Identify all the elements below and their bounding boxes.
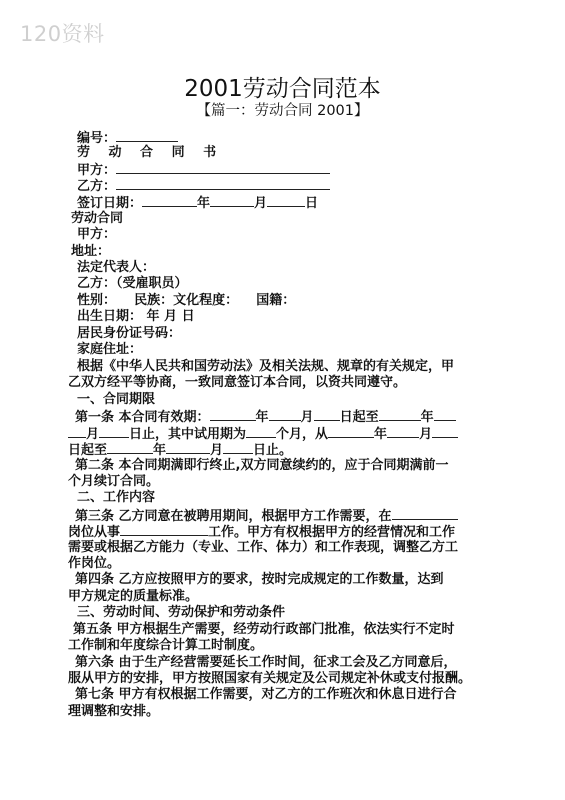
party-a-label: 甲方： [77,163,117,178]
article-4-line-1: 第四条 乙方应按照甲方的要求，按时完成规定的工作数量，达到 [75,572,444,587]
section-2-heading: 二、工作内容 [77,490,156,505]
party-b-line [77,177,330,195]
document-title: 2001劳动合同范本 [184,76,381,102]
article-3-line-4: 作岗位。 [68,556,121,571]
sign-year-label: 年 [197,196,211,211]
art1-l3-year-blank [107,441,153,454]
article-7-line-2: 理调整和安排。 [68,704,160,719]
art3-job-blank [120,523,208,536]
article-6-line-2: 服从甲方的安排，甲方按照国家有关规定及公司规定补休或支付报酬。 [68,671,472,686]
contract-title: 劳 动 合 同 书 [77,145,224,160]
sign-date-label: 签订日期： [77,196,143,211]
art1-l2-blank-b [99,425,129,438]
article-3-line-3: 需要或根据乙方能力（专业、工作、体力）和工作表现，调整乙方工 [68,540,459,555]
sign-year-blank [142,194,197,207]
article-3-lead: 第三条 乙方同意在被聘用期间，根据甲方工作需要，在 [75,509,392,524]
art1-l3-month-label: 月 [210,443,224,458]
info-party-a: 甲方： [77,227,117,242]
sign-month-blank [210,194,254,207]
watermark-logo: 120资料 [20,22,105,46]
party-b-label: 乙方： [77,179,117,194]
info-id-number: 居民身份证号码： [77,326,182,341]
article-2-line-2: 个月续订合同。 [68,474,160,489]
info-nationality: 国籍： [256,293,296,308]
art3-work-text: 工作。甲方有权根据甲方的经营情况和工作 [208,525,456,540]
art1-end-year-label: 年 [420,410,434,425]
article-1-line-3 [68,441,292,459]
section-3-heading: 三、劳动时间、劳动保护和劳动条件 [77,605,286,620]
article-2-line-1: 第二条 本合同期满即行终止,双方同意续约的，应于合同期满前一 [75,458,449,473]
art1-end-label: 日止。 [253,443,293,458]
article-1-line-1 [75,408,456,426]
preamble-line-2: 乙双方经平等协商，一致同意签订本合同，以资共同遵守。 [68,375,407,390]
art1-l2-blank-a [68,425,86,438]
art3-post-label: 岗位从事 [68,525,121,540]
sign-day-blank [267,194,305,207]
sign-day-label: 日 [305,196,319,211]
art1-day-blank [314,408,340,421]
art1-l3-day-blank [223,441,253,454]
article-5-line-1: 第五条 甲方根据生产需要，经劳动行政部门批准，依法实行不定时 [73,622,455,637]
preamble-line-1: 根据《中华人民共和国劳动法》及相关法规、规章的有关规定，甲 [77,359,455,374]
info-home-address: 家庭住址： [77,342,143,357]
art1-prob-tail-blank [432,425,458,438]
article-1-lead: 第一条 本合同有效期： [75,410,210,425]
contract-heading: 劳动合同 [71,211,124,226]
art1-year-label: 年 [255,410,269,425]
article-3-line-2 [68,523,455,541]
party-b-blank [116,177,330,190]
info-address: 地址： [71,244,111,259]
info-education: 文化程度： [173,293,239,308]
art3-location-blank [392,507,458,520]
party-a-blank [116,161,330,174]
art1-prob-month-blank [387,425,419,438]
sign-date-line [77,194,318,212]
info-personal-line [77,293,295,309]
art1-month-label: 月 [300,410,314,425]
art1-prob-month-label: 月 [419,427,433,442]
info-birth-date: 出生日期： 年 月 日 [77,309,195,324]
art1-l3-month-blank [166,441,210,454]
art1-start-label: 日起至 [68,443,108,458]
section-1-heading: 一、合同期限 [77,392,156,407]
info-ethnicity: 民族： [134,293,174,308]
info-party-b: 乙方：（受雇职员） [77,276,188,291]
sign-month-label: 月 [254,196,268,211]
art1-months-from-label: 个月，从 [276,427,329,442]
art1-probation-label: 日止，其中试用期为 [129,427,247,442]
art1-prob-year-blank [328,425,374,438]
article-6-line-1: 第六条 由于生产经营需要延长工作时间，征求工会及乙方同意后， [75,655,457,670]
art1-end-tail-blank [434,408,456,421]
art1-l2-month-label: 月 [86,427,100,442]
art1-l3-year-label: 年 [153,443,167,458]
art1-year-blank [210,408,256,421]
art1-end-year-blank [379,408,421,421]
info-gender: 性别： [77,293,117,308]
art1-from-label: 日起至 [339,410,379,425]
art1-probation-blank [246,425,276,438]
art1-prob-year-label: 年 [374,427,388,442]
number-blank [116,129,178,142]
article-5-line-2: 工作制和年度综合计算工时制度。 [68,638,264,653]
document-subtitle: 【篇一：劳动合同 2001】 [196,103,369,119]
info-legal-rep: 法定代表人： [77,260,156,275]
article-4-line-2: 甲方规定的质量标准。 [68,589,199,604]
number-label: 编号： [77,131,117,146]
article-7-line-1: 第七条 甲方有权根据工作需要，对乙方的工作班次和休息日进行合 [75,687,457,702]
art1-month-blank [269,408,301,421]
